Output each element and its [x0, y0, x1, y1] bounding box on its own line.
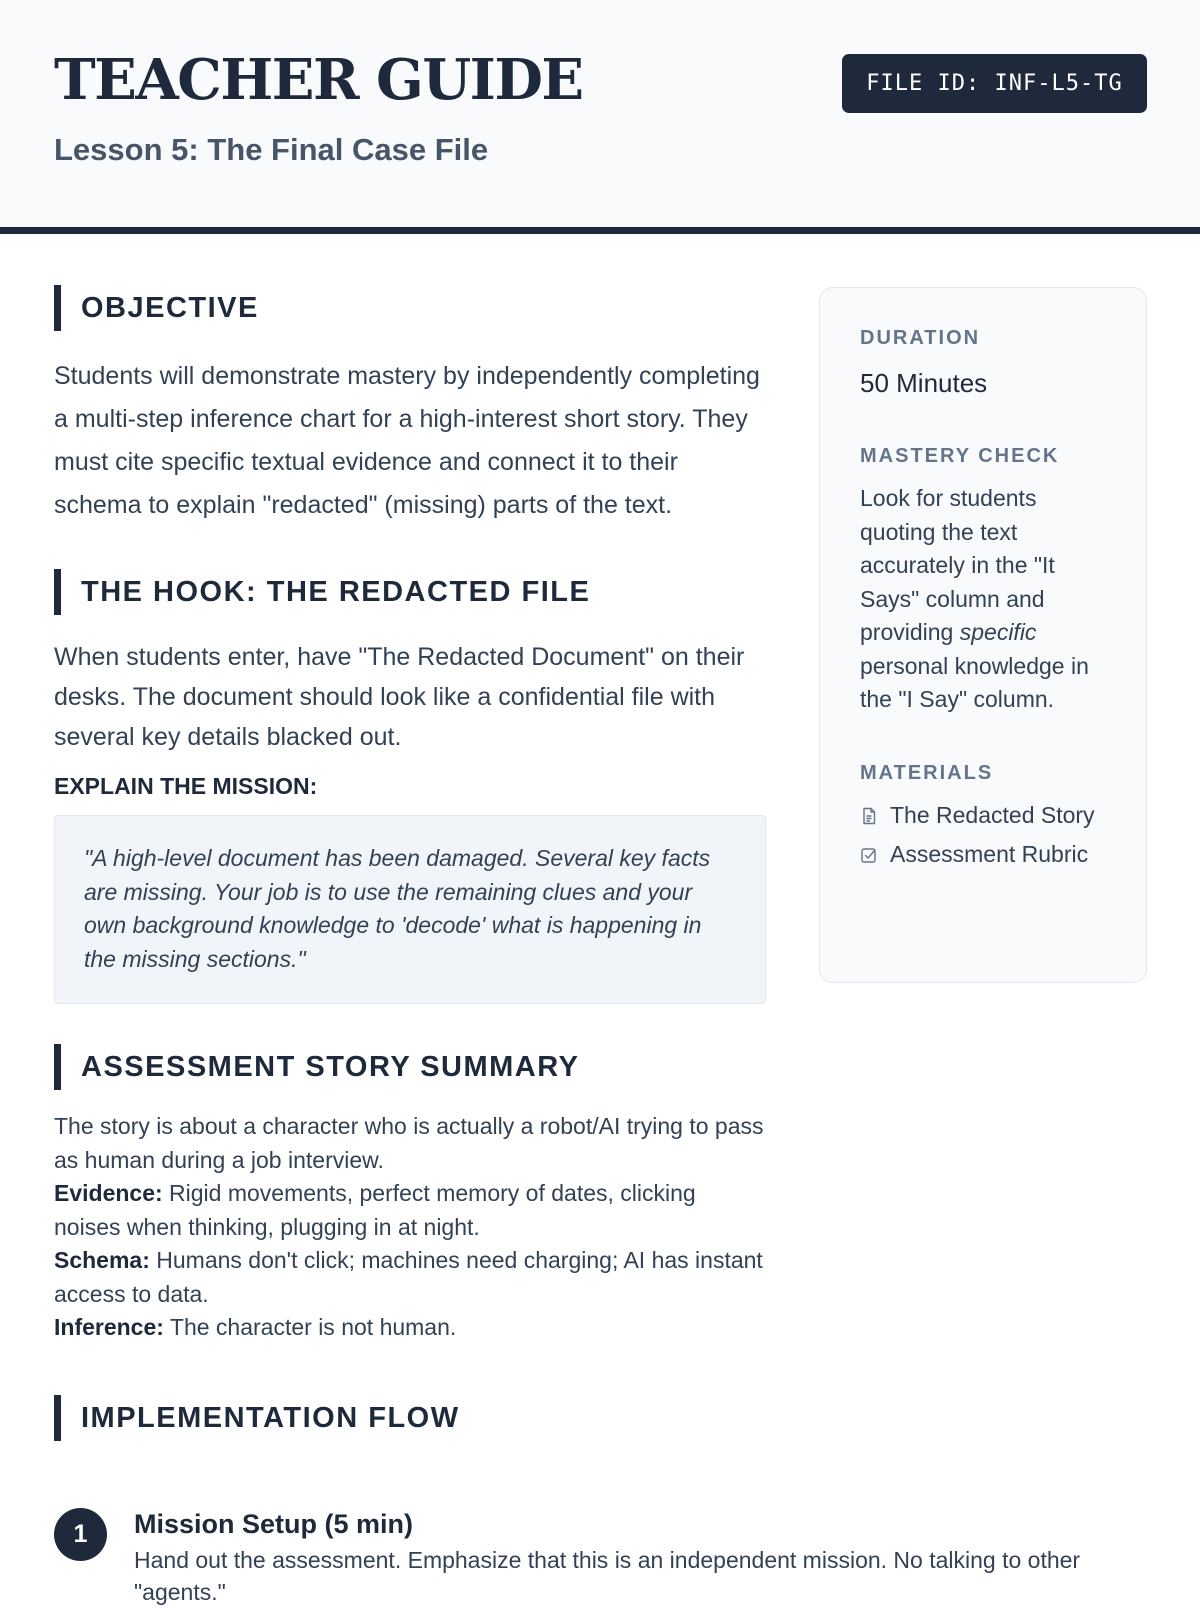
- objective-text: Students will demonstrate mastery by independently completing a multi-step inference chart for a high-interest short story. They must cite specific textual evidence and connect it to their schema to explain "redacted" (missing) parts of the text.: [54, 362, 760, 519]
- page-title: TEACHER GUIDE: [54, 47, 583, 113]
- mastery-text-end: personal knowledge in the "I Say" column.: [860, 652, 1089, 712]
- summary-schema: [54, 1244, 766, 1311]
- materials-label: MATERIALS: [860, 761, 994, 784]
- flow-heading: IMPLEMENTATION FLOW: [54, 1395, 766, 1441]
- summary-section: [54, 1044, 766, 1345]
- flow-section: [54, 1395, 766, 1441]
- inference-text: The character is not human.: [163, 1314, 457, 1340]
- schema-text: Humans don't click; machines need charging; AI has instant access to data.: [54, 1247, 763, 1307]
- mastery-emphasis: specific: [959, 619, 1037, 645]
- document-icon: [860, 807, 878, 825]
- summary-intro: The story is about a character who is actually a robot/AI trying to pass as human during a job interview.: [54, 1113, 764, 1173]
- material-label: The Redacted Story: [890, 801, 1095, 828]
- materials-list: [860, 799, 1106, 872]
- evidence-text: Rigid movements, perfect memory of dates, clicking noises when thinking, plugging in at night.: [54, 1180, 696, 1240]
- main-content: [54, 285, 766, 1441]
- page-header: [0, 0, 1200, 234]
- objective-heading: OBJECTIVE: [54, 285, 766, 331]
- summary-body: [54, 1110, 766, 1345]
- hook-text: When students enter, have "The Redacted Document" on their desks. The document should look like a confidential file with several key details blacked out.: [54, 643, 745, 751]
- objective-section: [54, 285, 766, 527]
- mission-label: EXPLAIN THE MISSION:: [54, 773, 318, 799]
- material-item: [860, 799, 1106, 833]
- hook-heading: THE HOOK: THE REDACTED FILE: [54, 569, 766, 615]
- summary-heading: ASSESSMENT STORY SUMMARY: [54, 1044, 766, 1090]
- duration-label: DURATION: [860, 327, 981, 349]
- duration-value: 50 Minutes: [860, 368, 988, 398]
- lesson-subtitle: Lesson 5: The Final Case File: [54, 132, 489, 167]
- mission-quote: "A high-level document has been damaged. Several key facts are missing. Your job is to use the remaining clues and your own background knowledge to 'decode' what is happening in the missing sections.": [54, 815, 766, 1004]
- mastery-text-start: Look for students quoting the text accurately in the "It Says" column and providing: [860, 485, 1055, 645]
- step-number-badge: 1: [54, 1508, 107, 1561]
- step-title: Mission Setup (5 min): [134, 1509, 414, 1539]
- material-item: [860, 838, 1106, 872]
- file-id-badge: FILE ID: INF-L5-TG: [842, 54, 1147, 113]
- hook-section: [54, 569, 766, 1004]
- mastery-check-label: MASTERY CHECK: [860, 445, 1060, 467]
- checkbox-icon: [860, 846, 878, 864]
- inference-label: Inference:: [54, 1314, 164, 1340]
- summary-evidence: [54, 1177, 766, 1244]
- step-description: Hand out the assessment. Emphasize that this is an independent mission. No talking to other "agents.": [134, 1547, 1081, 1605]
- info-sidebar: [819, 287, 1147, 983]
- mastery-check-text: [860, 482, 1106, 717]
- schema-label: Schema:: [54, 1247, 150, 1273]
- summary-inference: [54, 1311, 766, 1345]
- evidence-label: Evidence:: [54, 1180, 163, 1206]
- material-label: Assessment Rubric: [890, 841, 1089, 867]
